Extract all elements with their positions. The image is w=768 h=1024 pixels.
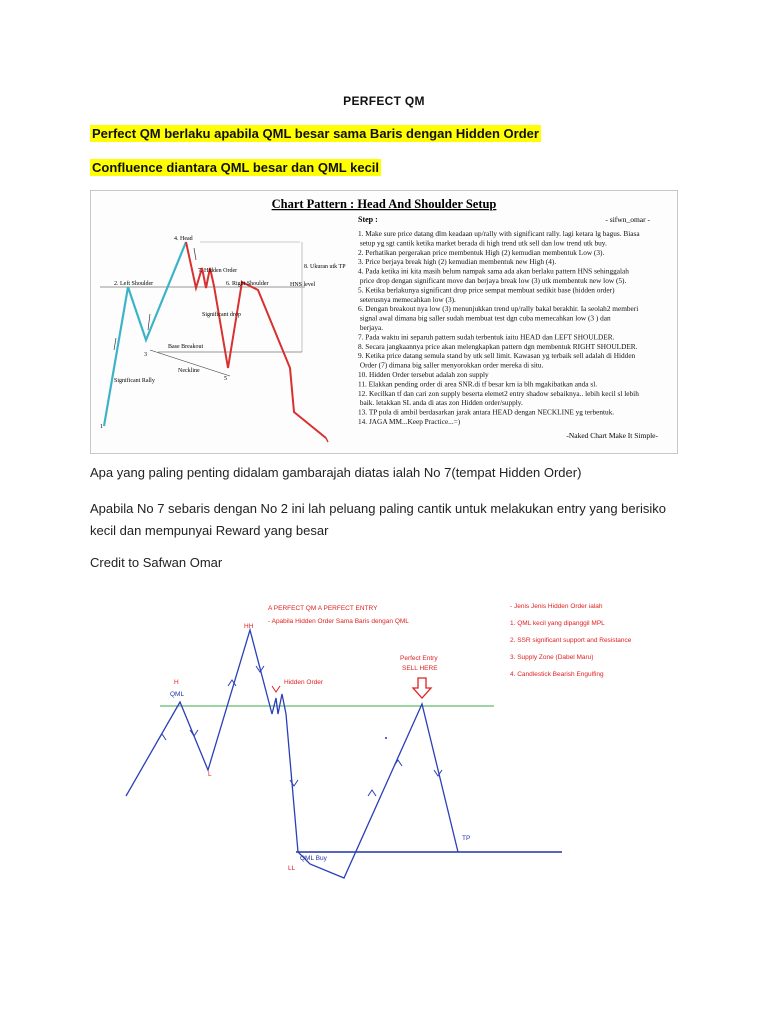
label-ll: LL bbox=[288, 865, 296, 872]
step-line: Order (7) dimana big saller menyorokkan order mereka di situ. bbox=[358, 360, 544, 370]
label-qml-buy: QML Buy bbox=[300, 855, 327, 862]
label-head: 4. Head bbox=[174, 236, 193, 242]
step-line: baik. letakkan SL anda di atas zon Hidden order/supply. bbox=[358, 398, 523, 408]
step-line: 7. Pada waktu ini separuh pattern sudah terbentuk iaitu HEAD dan LEFT SHOULDER. bbox=[358, 332, 615, 342]
credit-line: Credit to Safwan Omar bbox=[90, 555, 223, 570]
label-h: H bbox=[174, 679, 179, 686]
hidden-order-type-item: - Jenis Jenis Hidden Order ialah bbox=[510, 603, 603, 610]
highlight-statement-2: Confluence diantara QML besar dan QML kecil bbox=[92, 160, 380, 175]
step-line: 13. TP pula di ambil berdasarkan jarak antara HEAD dengan NECKLINE yg terbentuk. bbox=[358, 407, 615, 417]
fig1-title: Chart Pattern : Head And Shoulder Setup bbox=[271, 197, 497, 211]
hidden-order-type-item: 2. SSR significant support and Resistance bbox=[510, 637, 632, 644]
step-line: seterusnya memecahkan low (3). bbox=[358, 294, 456, 304]
label-neckline: Neckline bbox=[178, 368, 200, 374]
label-n1: 1 bbox=[100, 424, 103, 430]
label-n5: 5 bbox=[224, 376, 227, 382]
paragraph-entry: Apabila No 7 sebaris dengan No 2 ini lah peluang paling cantik untuk melakukan entry yang berisiko kecil dan mempunyai Reward yang besar bbox=[90, 501, 666, 538]
step-line: 9. Ketika price datang semula stand by utk sell limit. Kawasan yg terbaik sell adalah di Hidden bbox=[358, 351, 636, 361]
step-line: 6. Dengan breakout nya low (3) menunjukkan trend up/rally bakal berakhir. Ia seolah2 memberi bbox=[358, 304, 639, 314]
label-l: L bbox=[208, 771, 212, 778]
hidden-order-types-list bbox=[510, 603, 632, 678]
label-qml: QML bbox=[170, 691, 185, 698]
label-perfect-entry: Perfect Entry bbox=[400, 655, 438, 662]
label-sell-here: SELL HERE bbox=[402, 665, 438, 672]
label-ukuran: 8. Ukuran utk TP bbox=[304, 264, 346, 270]
label-base-breakout: Base Breakout bbox=[168, 344, 204, 350]
label-significant-rally: Significant Rally bbox=[114, 378, 155, 384]
step-line: 14. JAGA MM...Keep Practice...=) bbox=[358, 417, 461, 426]
label-significant-drop: Significant drop bbox=[202, 312, 241, 318]
page-title: PERFECT QM bbox=[343, 94, 425, 108]
step-line: setup yg sgt cantik ketika market berada di high trend utk sell dan low trend utk buy. bbox=[358, 238, 607, 248]
sell-arrow-icon bbox=[413, 678, 431, 698]
paragraph-important: Apa yang paling penting didalam gambarajah diatas ialah No 7(tempat Hidden Order) bbox=[90, 465, 582, 480]
fig2-title-line1: A PERFECT QM A PERFECT ENTRY bbox=[268, 605, 378, 612]
step-line: 8. Secara jangkaannya price akan melengkapkan pattern dgn membentuk RIGHT SHOULDER. bbox=[358, 341, 638, 351]
head-shoulder-figure bbox=[90, 190, 678, 454]
fig1-footer: -Naked Chart Make It Simple- bbox=[566, 431, 658, 440]
step-line: 10. Hidden Order tersebut adalah zon supply bbox=[358, 370, 489, 379]
fig1-author: - sifwn_omar - bbox=[605, 215, 650, 224]
step-line: price drop dengan significant move dan berjaya break low (3) utk membentuk new low (5). bbox=[358, 276, 627, 285]
label-hns-level: HNS level bbox=[290, 282, 316, 288]
highlight-statement-1: Perfect QM berlaku apabila QML besar sama Baris dengan Hidden Order bbox=[92, 126, 539, 141]
label-hidden-order: Hidden Order bbox=[284, 679, 324, 686]
step-line: 11. Elakkan pending order di area SNR.di tf besar krn ia blh mgakibatkan anda sl. bbox=[358, 379, 598, 389]
step-line: 4. Pada ketika ini kita masih belum nampak sama ada akan berlaku pattern HNS sehinggalah bbox=[358, 266, 629, 276]
step-line: signal awal dimana big saller sudah membuat test dgn cuba memecahkan low (3 ) dan bbox=[358, 313, 611, 323]
label-hh: HH bbox=[244, 623, 254, 630]
step-line: 12. Kecilkan tf dan cari zon supply beserta elemet2 entry shadow sebaiknya.. lebih kecil sl lebih bbox=[358, 388, 639, 398]
hidden-order-type-item: 3. Supply Zone (Dabel Maru) bbox=[510, 654, 594, 661]
step-line: 1. Make sure price datang dlm keadaan up/rally with significant rally. lagi ketara lg bagus. Biasa bbox=[358, 229, 640, 238]
step-line: berjaya. bbox=[358, 323, 384, 332]
fig2-title-line2: - Apabila Hidden Order Sama Baris dengan QML bbox=[268, 618, 409, 625]
step-line: 2. Perhatikan pergerakan price membentuk High (2) kemudian membentuk Low (3). bbox=[358, 247, 605, 257]
fig1-step-label: Step : bbox=[358, 215, 378, 224]
label-n3: 3 bbox=[144, 352, 147, 358]
step-line: 5. Ketika berlakunya significant drop price sempat membuat sedikit base (hidden order) bbox=[358, 285, 615, 295]
hidden-order-type-item: 4. Candlestick Bearish Engulfing bbox=[510, 671, 604, 678]
hidden-order-type-item: 1. QML kecil yang dipanggil MPL bbox=[510, 620, 605, 627]
label-right-shoulder: 6. Right Shoulder bbox=[226, 281, 269, 287]
label-left-shoulder: 2. Left Shoulder bbox=[114, 281, 154, 287]
hidden-order-arrow-icon bbox=[272, 686, 280, 692]
perfect-qm-figure bbox=[100, 590, 660, 900]
label-hidden-order: 7. Hidden Order bbox=[198, 268, 238, 274]
label-tp: TP bbox=[462, 835, 471, 842]
step-line: 3. Price berjaya break high (2) kemudian membentuk new High (4). bbox=[358, 257, 557, 267]
